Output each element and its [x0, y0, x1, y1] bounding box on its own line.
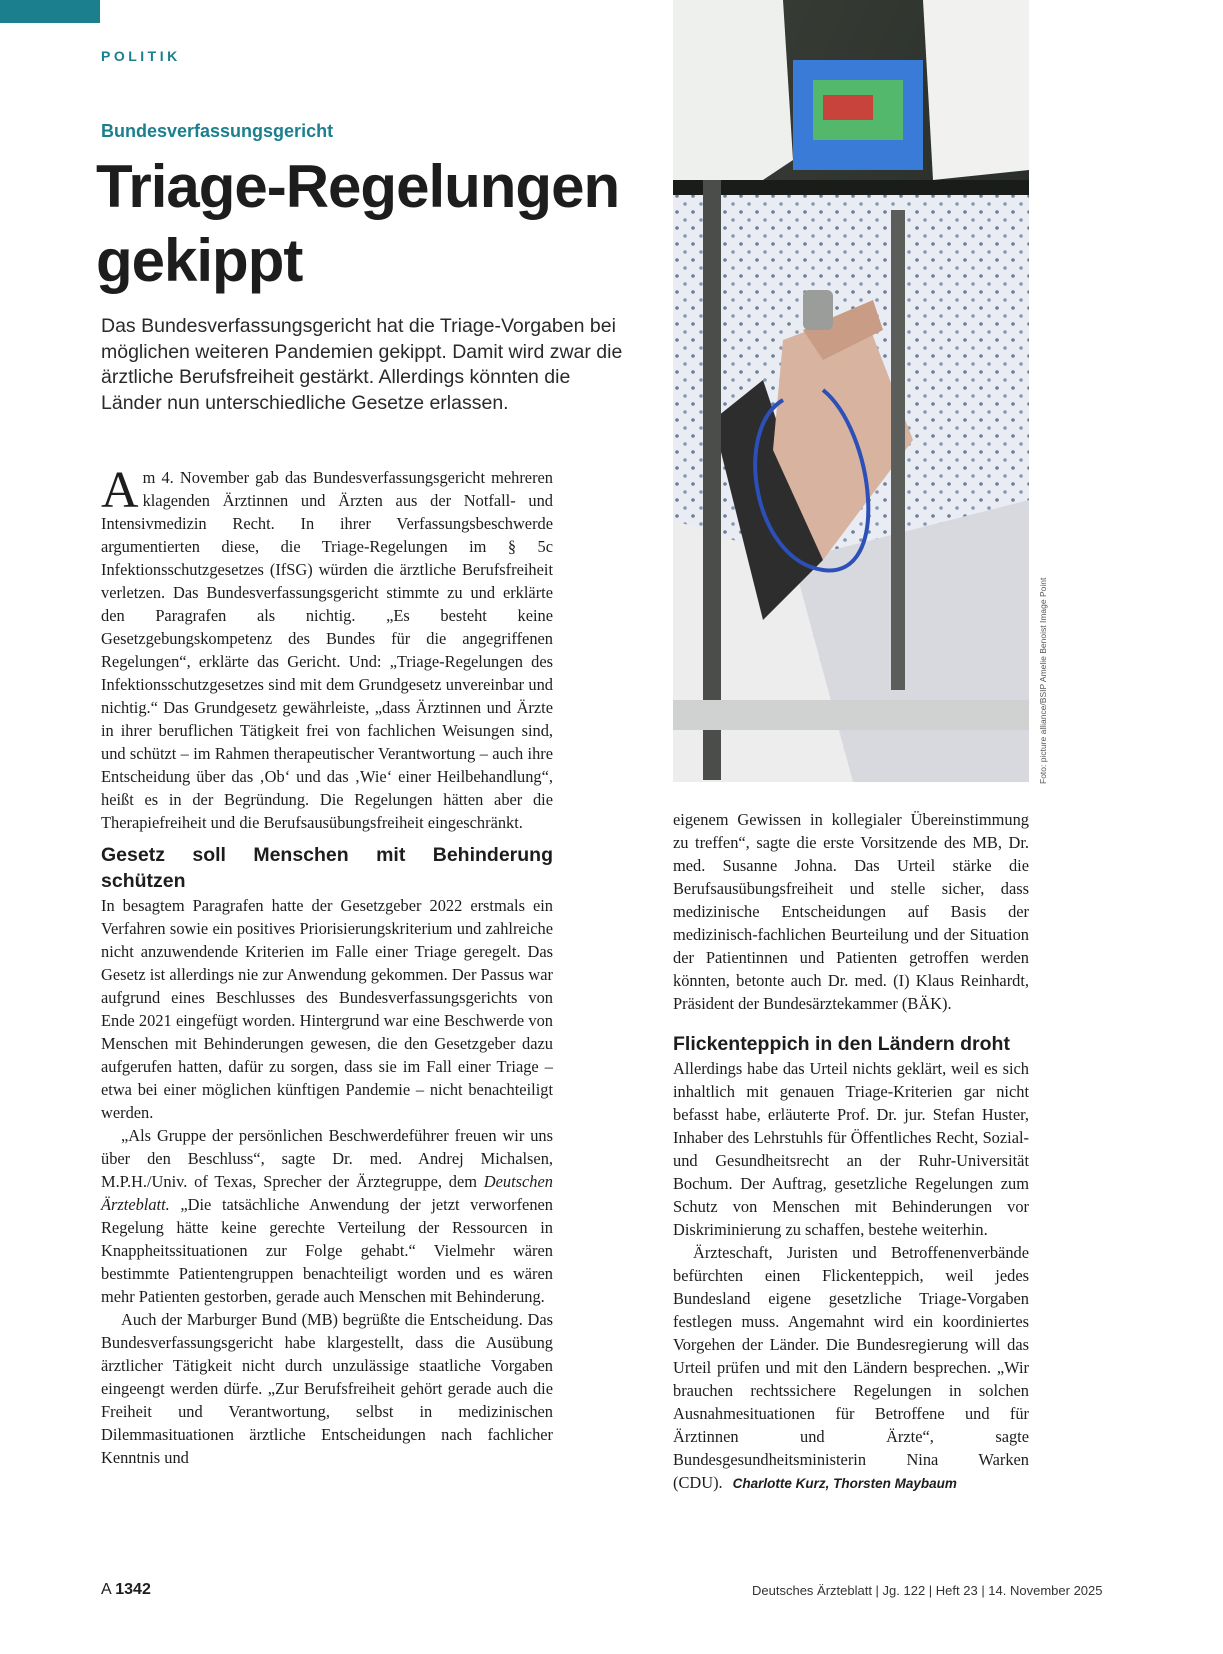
- photo-hospital-patient: [673, 0, 1029, 782]
- headline-line-1: Triage-Regelungen: [96, 153, 620, 220]
- paragraph-5: Allerdings habe das Urteil nichts geklärt, weil es sich inhaltlich mit genauen Triage-Kriterien gar nicht befasst habe, erläuterte Prof. Dr. jur. Stefan Huster, Inhaber des Lehrstuhls für Öffentliches Recht, Sozial- und Gesundheitsrecht an der Ruhr-Universität Bochum. Der Auftrag, gesetzliche Regelungen zum Schutz von Menschen mit Behinderungen vor Diskriminierung zu schaffen, bestehe weiterhin.: [673, 1059, 1029, 1239]
- paragraph-intro-text: m 4. November gab das Bundesverfassungsgericht mehreren klagenden Ärztinnen und Ärzten aus der Notfall- und Intensivmedizin Recht. In ihrer Verfassungsbeschwerde argumentierten diese, die Triage-Regelungen im § 5c Infektionsschutzgesetzes (IfSG) würden die ärztliche Berufsfreiheit verletzen. Das Bundesverfassungsgericht stimmte zu und erklärte den Paragrafen als nichtig. „Es besteht keine Gesetzgebungskompetenz des Bundes für die angegriffenen Regelungen“, erklärte das Gericht. Und: „Triage-Regelungen des Infektionsschutzgesetzes sind mit dem Grundgesetz unvereinbar und nichtig.“ Das Grundgesetz gewährleiste, „dass Ärztinnen und Ärzte in ihrer beruflichen Tätigkeit frei von fachlichen Weisungen sind, und schützt – im Rahmen therapeutischer Verantwortung – auch ihre Entscheidung über das ‚Ob‘ und das ‚Wie‘ einer Heilbehandlung“, heißt es in der Begründung. Die Regelungen hätten aber die Therapiefreiheit und die Berufsausübungsfreiheit eingeschränkt.: [101, 468, 553, 832]
- paragraph-4: Auch der Marburger Bund (MB) begrüßte die Entscheidung. Das Bundesverfassungsgericht habe klargestellt, dass die Ausübung ärztlicher Tätigkeit nicht durch unzulässige staatliche Vorgaben eingeengt werden dürfe. „Zur Berufsfreiheit gehört gerade auch die Freiheit und Verantwortung, selbst in medizinischen Dilemmasituationen ärztliche Entscheidungen nach fachlicher Kenntnis und: [101, 1310, 553, 1467]
- paragraph-6-text: Ärzteschaft, Juristen und Betroffenenverbände befürchten einen Flickenteppich, weil jedes Bundesland eigene gesetzliche Triage-Vorgaben festlegen muss. Angemahnt wird ein koordiniertes Vorgehen der Länder. Die Bundesregierung will das Urteil prüfen und mit den Ländern besprechen. „Wir brauchen rechtssichere Regelungen in solchen Ausnahmesituationen für Betroffene und für Ärztinnen und Ärzte“, sagte Bundesgesundheitsministerin Nina Warken (CDU).: [673, 1243, 1029, 1492]
- paragraph-4-continued: eigenem Gewissen in kollegialer Übereinstimmung zu treffen“, sagte die erste Vorsitzende des MB, Dr. med. Susanne Johna. Das Urteil stärke die Berufsausübungsfreiheit und stelle sicher, dass medizinische Entscheidungen auf Basis der medizinisch-fachlichen Beurteilung und der Situation der Patientinnen und Patienten getroffen werden könnten, betonte auch Dr. med. (I) Klaus Reinhardt, Präsident der Bundesärztekammer (BÄK).: [673, 810, 1029, 1013]
- journal-name: Deutschen Ärzteblatt.: [101, 1172, 553, 1214]
- article-lead: Das Bundesverfassungsgericht hat die Triage-Vorgaben bei möglichen weiteren Pandemien gekippt. Damit wird zwar die ärztliche Berufsfreiheit gestärkt. Allerdings könnten die Länder nun unterschiedliche Gesetze erlassen.: [101, 315, 623, 414]
- paragraph-intro: [101, 462, 553, 834]
- journal-info: Deutsches Ärzteblatt | Jg. 122 | Heft 23 | 14. November 2025: [752, 1583, 1103, 1598]
- paragraph-3-part-b: „Die tatsächliche Anwendung der jetzt verworfenen Regelung hätte keine gerechte Verteilung der Ressourcen in Knappheitssituationen zur Folge gehabt.“ Vielmehr wären bestimmte Patientengruppen benachteiligt worden und es wären mehr Patienten gestorben, gerade auch Menschen mit Behinderung.: [101, 1195, 553, 1306]
- article-headline: [96, 150, 656, 298]
- section-label: POLITIK: [101, 48, 181, 64]
- article-column-right: [673, 808, 1029, 1495]
- top-accent-bar: [0, 0, 100, 23]
- paragraph-2: In besagtem Paragrafen hatte der Gesetzgeber 2022 erstmals ein Verfahren sowie ein positives Priorisierungskriterium und zahlreiche nicht anzuwendende Kriterien im Falle einer Triage geregelt. Das Gesetz ist allerdings nie zur Anwendung gekommen. Der Passus war aufgrund eines Beschlusses des Bundesverfassungsgerichts von Ende 2021 eingefügt worden. Hintergrund war eine Beschwerde von Menschen mit Behinderungen gewesen, die den Gesetzgeber dazu aufgerufen hatten, dafür zu sorgen, dass sie im Fall einer Triage – etwa bei einer möglichen künftigen Pandemie – nicht benachteiligt werden.: [101, 896, 553, 1122]
- paragraph-6: [673, 1241, 1029, 1495]
- article-kicker: Bundesverfassungsgericht: [101, 121, 334, 141]
- photo-credit: Foto: picture alliance/BSIP Amelie Benoist Image Point: [1038, 577, 1048, 784]
- headline-line-2: gekippt: [96, 227, 303, 294]
- article-authors: Charlotte Kurz, Thorsten Maybaum: [732, 1476, 957, 1491]
- drop-cap: A: [101, 462, 139, 519]
- paragraph-3: [101, 1124, 553, 1308]
- article-column-left: [101, 462, 553, 1469]
- article-photo: [673, 0, 1029, 782]
- subheading-flickenteppich: Flickenteppich in den Ländern droht: [673, 1033, 1010, 1055]
- page-number-value: 1342: [115, 1581, 151, 1598]
- page-prefix: A: [101, 1581, 111, 1598]
- page-number: [101, 1581, 151, 1599]
- paragraph-3-part-a: „Als Gruppe der persönlichen Beschwerdeführer freuen wir uns über den Beschluss“, sagte Dr. med. Andrej Michalsen, M.P.H./Univ. of Texas, Sprecher der Ärztegruppe, dem: [101, 1126, 553, 1191]
- subheading-behinderung: Gesetz soll Menschen mit Behinderung schützen: [101, 844, 553, 892]
